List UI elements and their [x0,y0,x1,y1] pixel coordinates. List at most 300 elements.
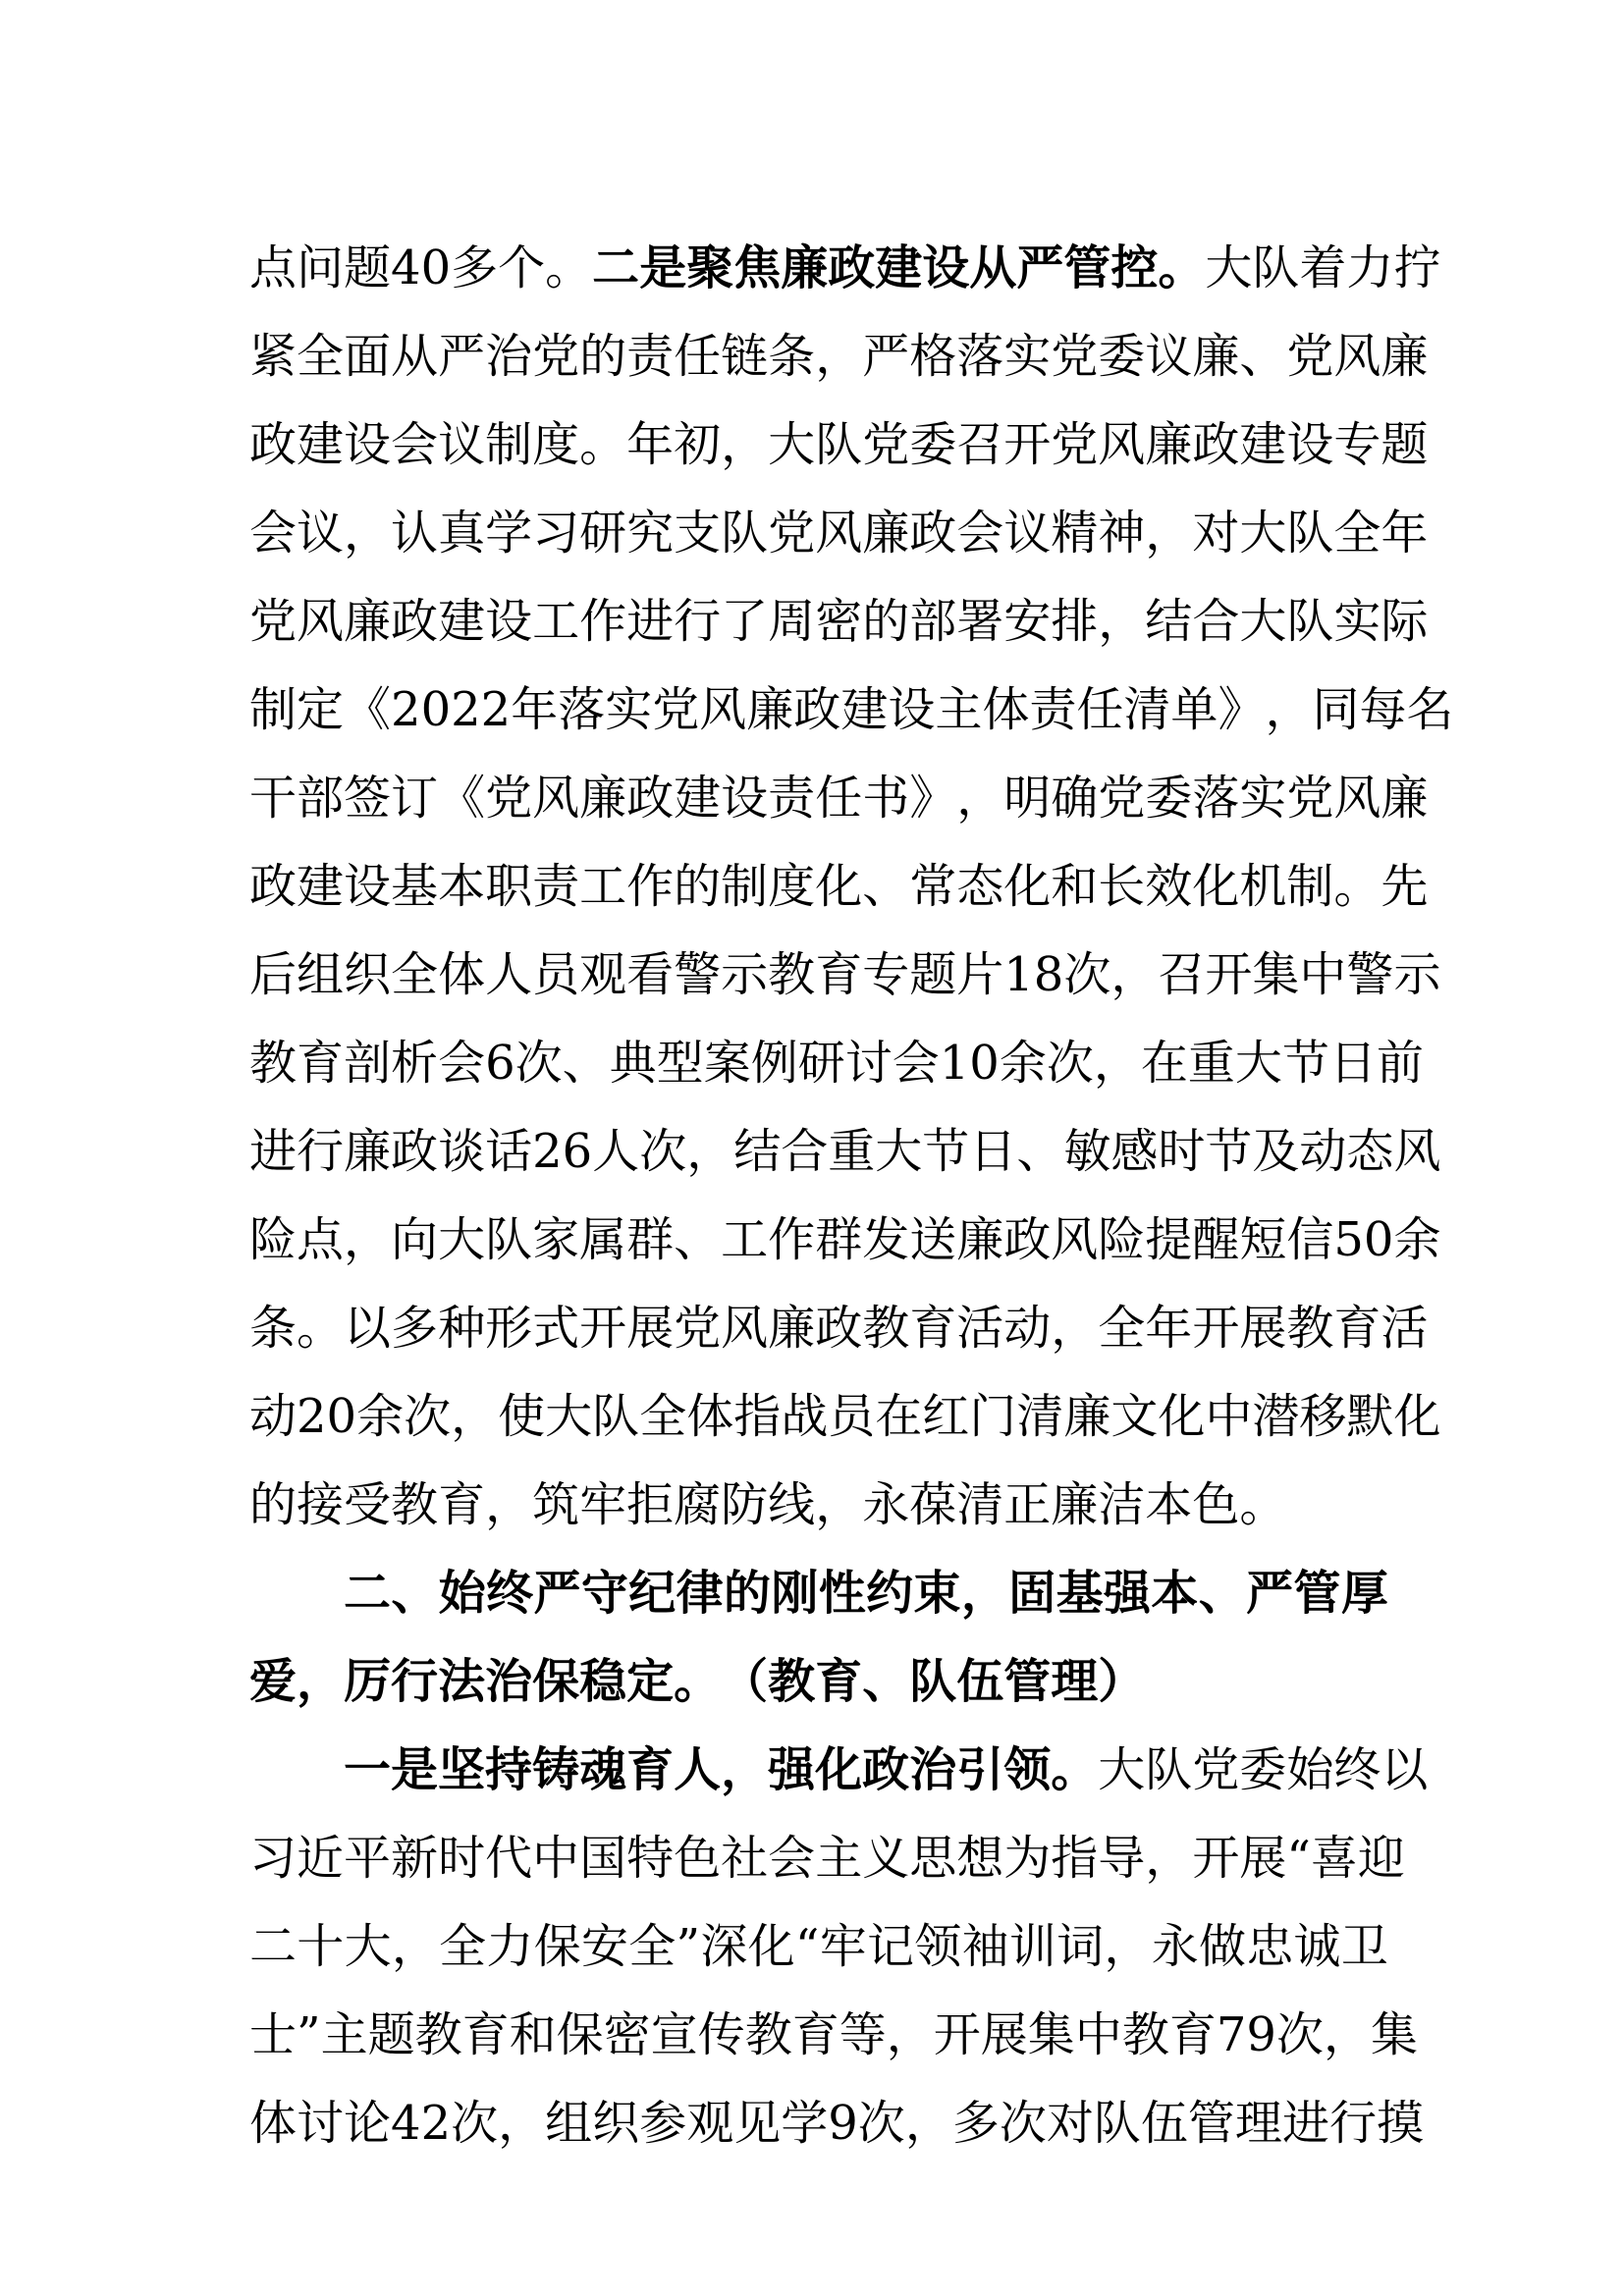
text-run: 紧 [249,329,298,384]
bold-text-run: 控 [1110,240,1159,295]
text-run: 重 [828,1124,876,1179]
text-run: 送 [909,1212,957,1267]
text-run: 实 [1333,594,1381,649]
text-run: 教 [862,1301,910,1356]
text-run: ， [498,2096,546,2151]
text-run: 会 [438,1036,486,1091]
text-run: 卫 [1340,1919,1388,1974]
text-run: 会 [768,1831,816,1886]
text-run: 体 [249,2096,298,2151]
text-run: 、 [1016,1124,1064,1179]
text-line [249,1814,1405,1902]
text-run: 门 [969,1389,1017,1444]
text-run: 及 [1252,1124,1300,1179]
text-run: 风 [1098,417,1146,472]
text-run: 设 [888,682,936,737]
text-run: 新 [391,1831,439,1886]
text-line [249,931,1441,1019]
text-run: 《 [344,682,392,737]
bold-text-run: 。 [674,1654,722,1709]
text-run: 平 [344,1831,392,1886]
text-run: 廉 [768,1301,816,1356]
text-run: 保 [533,1919,581,1974]
text-run: ， [344,506,392,561]
text-run: 忠 [1246,1919,1294,1974]
text-run: 十 [297,1919,345,1974]
text-run: 合 [781,1124,829,1179]
text-run: 喜 [1310,1831,1358,1886]
text-run: 日 [1328,1036,1377,1091]
text-run: 话 [485,1124,533,1179]
text-run: 开 [1205,947,1253,1002]
text-line [249,489,1429,577]
text-run: 讨 [844,1036,893,1091]
text-run: 条 [768,329,816,384]
text-run: 结 [1145,594,1193,649]
text-run: 建 [297,417,345,472]
text-run: 年 [511,682,559,737]
text-run: 大 [768,417,816,472]
text-run: 筑 [532,1477,580,1532]
text-run: 召 [956,417,1004,472]
text-run: 政 [626,771,675,826]
text-run: 展 [626,1301,675,1356]
bold-text-run: 守 [580,1566,628,1621]
text-run: 始 [1286,1742,1334,1797]
text-run: 合 [1192,594,1240,649]
text-run: 主 [935,682,983,737]
text-run: 敏 [1063,1124,1111,1179]
text-run: ， [1145,506,1193,561]
text-run: 导 [1098,1831,1146,1886]
text-run: 指 [1051,1831,1099,1886]
text-run: 牢 [819,1919,867,1974]
text-run: 议 [1003,506,1052,561]
text-run: 18 [1003,947,1064,1002]
text-run: 廉 [746,682,794,737]
text-run: ， [686,1124,734,1179]
text-run: 个 [498,240,546,295]
bold-text-run: 队 [909,1654,957,1709]
text-run: 队 [1093,2096,1141,2151]
text-run: 队 [592,1389,640,1444]
text-line [249,312,1429,400]
text-run: 见 [733,2096,782,2151]
bold-text-run: 从 [969,240,1017,295]
text-run: 设 [721,771,769,826]
text-run: 开 [1192,1831,1240,1886]
text-run: 片 [956,947,1004,1002]
text-run: 政 [909,506,957,561]
bold-text-run: 法 [438,1654,486,1709]
bold-text-run: 伍 [956,1654,1004,1709]
text-run: 受 [344,1477,392,1532]
text-run: 党 [1192,1742,1240,1797]
text-run: 学 [781,2096,829,2151]
text-run: 设 [344,417,392,472]
text-run: ， [956,771,1004,826]
text-run: 召 [1158,947,1206,1002]
text-run: 支 [674,506,722,561]
text-run: 化 [815,859,863,914]
text-run: 落 [558,682,606,737]
text-run: 制 [485,417,533,472]
text-run: 40 [391,240,452,295]
text-run: 题 [367,2007,415,2062]
text-run: 展 [1239,1301,1287,1356]
text-run: 署 [956,594,1004,649]
text-run: 多 [391,1301,439,1356]
text-run: 潜 [1252,1389,1300,1444]
text-run: 议 [297,506,345,561]
bold-text-run: 性 [818,1566,866,1621]
text-run: 态 [1346,1124,1394,1179]
text-run: ， [391,1919,439,1974]
text-run: 廉 [862,506,910,561]
text-run: 议 [438,417,486,472]
text-run: 育 [297,1036,345,1091]
text-line [249,1991,1418,2079]
text-run: 50 [1333,1212,1394,1267]
text-run: 6 [485,1036,515,1091]
text-run: 风 [815,506,863,561]
text-run: 式 [532,1301,580,1356]
text-run: 党 [1051,329,1099,384]
text-run: 政 [793,682,841,737]
bold-text-run: 始 [438,1566,486,1621]
text-run: 织 [592,2096,640,2151]
text-run: 拒 [626,1477,675,1532]
bold-text-run: 纪 [628,1566,677,1621]
text-run: 传 [697,2007,745,2062]
text-run: 党 [652,682,700,737]
text-run: 移 [1299,1389,1347,1444]
text-run: 义 [862,1831,910,1886]
bold-text-run: 政 [828,240,876,295]
text-run: 廉 [956,1212,1004,1267]
text-run: 密 [603,2007,651,2062]
text-run: ， [904,2096,952,2151]
text-run: 的 [249,1477,298,1532]
text-run: 动 [1299,1124,1347,1179]
bold-text-run: （ [721,1654,769,1709]
text-run: 士 [249,2007,298,2062]
text-line [249,577,1429,666]
text-run: 全 [1333,506,1381,561]
text-run: 党 [1051,417,1099,472]
text-run: 向 [391,1212,439,1267]
text-run: 袖 [961,1919,1009,1974]
text-run: 大 [344,1919,392,1974]
text-run: 险 [249,1212,298,1267]
text-run: 多 [951,2096,1000,2151]
text-run: 员 [532,947,580,1002]
text-run: 政 [1003,1212,1052,1267]
text-run: 育 [438,1477,486,1532]
text-run: 严 [862,329,910,384]
text-run: 风 [721,1301,769,1356]
text-run: 多 [451,240,499,295]
text-run: 廉 [1380,329,1429,384]
text-run: 。 [579,417,627,472]
text-run: 初 [674,417,722,472]
text-run: 家 [532,1212,580,1267]
text-run: 。 [1333,859,1381,914]
text-run: 格 [909,329,957,384]
text-run: 发 [862,1212,910,1267]
text-run: 队 [815,417,863,472]
body-paragraph [249,224,1454,1549]
text-run: 作 [626,859,675,914]
bold-text-run: 持 [485,1742,533,1797]
text-run: 部 [297,771,345,826]
text-run: 》 [1218,682,1266,737]
text-run: 析 [391,1036,439,1091]
text-run: 织 [344,947,392,1002]
text-line [249,842,1429,931]
bold-text-run: 铸 [532,1742,580,1797]
text-line [249,1637,1388,1726]
text-run: 主 [815,1831,863,1886]
text-run: 廉 [344,1124,392,1179]
text-run: 链 [721,329,769,384]
text-run: 作 [768,1212,816,1267]
text-run: 建 [674,771,722,826]
text-run: ” [676,1919,701,1974]
text-run: 明 [1003,771,1052,826]
text-run: 研 [579,506,627,561]
bold-text-run: 的 [724,1566,772,1621]
text-run: 队 [1145,1742,1193,1797]
text-run: 化 [1003,859,1052,914]
text-run: 永 [1151,1919,1199,1974]
bold-text-run: 领 [1003,1742,1052,1797]
text-run: 《 [438,771,486,826]
text-run: 教 [249,1036,298,1091]
text-run: 政 [391,1124,439,1179]
text-run: 会 [892,1036,940,1091]
text-run: 党 [1286,771,1334,826]
text-run: 次 [857,2096,905,2151]
text-run: 在 [1140,1036,1188,1091]
text-run: 教 [1286,1301,1334,1356]
text-run: 了 [721,594,769,649]
bold-text-run: 固 [1008,1566,1056,1621]
text-run: 安 [580,1919,628,1974]
text-run: 建 [840,682,889,737]
text-run: 2022 [391,682,512,737]
text-run: 理 [1234,2096,1282,2151]
text-run: 短 [1239,1212,1287,1267]
text-run: 对 [1192,506,1240,561]
text-run: 育 [815,947,863,1002]
text-run: 队 [1286,506,1334,561]
text-run: 行 [1328,2096,1377,2151]
bold-text-run: 是 [391,1742,439,1797]
text-run: 部 [909,594,957,649]
text-run: 次 [1046,1036,1094,1091]
text-run: 责 [768,771,816,826]
body-paragraph [249,1726,1429,2167]
text-run: 名 [1406,682,1454,737]
text-line [249,1284,1429,1372]
bold-text-run: 约 [866,1566,914,1621]
text-run: 进 [626,594,675,649]
text-run: 每 [1359,682,1407,737]
text-run: 本 [1145,1477,1193,1532]
text-run: 排 [1051,594,1099,649]
text-run: 动 [1003,1301,1052,1356]
text-run: 深 [700,1919,748,1974]
text-run: 全 [628,1919,677,1974]
bold-text-run: 治 [485,1654,533,1709]
text-run: 拧 [1393,240,1441,295]
bold-text-run: 二 [344,1566,392,1621]
text-run: 余 [1393,1212,1441,1267]
text-run: 开 [933,2007,981,2062]
text-run: 中 [1299,947,1347,1002]
text-run: 书 [862,771,910,826]
text-run: 型 [656,1036,704,1091]
text-run: 会 [391,417,439,472]
text-run: 际 [1380,594,1429,649]
bold-text-run: 保 [532,1654,580,1709]
text-run: 大 [438,1212,486,1267]
text-run: ” [297,2007,321,2062]
text-run: 训 [1008,1919,1056,1974]
bold-text-run: 设 [922,240,970,295]
text-run: 廉 [1063,1389,1111,1444]
text-run: 群 [815,1212,863,1267]
text-run: 工 [579,859,627,914]
text-run: 线 [768,1477,816,1532]
text-run: 时 [438,1831,486,1886]
text-run: 风 [1393,1124,1441,1179]
text-run: 宣 [650,2007,698,2062]
text-run: 参 [639,2096,687,2151]
text-run: 社 [721,1831,769,1886]
text-run: 育 [909,1301,957,1356]
text-run: 安 [1003,594,1052,649]
bold-text-run: 化 [815,1742,863,1797]
text-run: ， [1093,1036,1141,1091]
text-run: 种 [438,1301,486,1356]
text-run: 专 [862,947,910,1002]
text-run: 典 [609,1036,657,1091]
text-run: 态 [956,859,1004,914]
text-run: 伍 [1140,2096,1188,2151]
document-page [249,224,1454,2167]
text-run: 廉 [1145,417,1193,472]
text-run: 日 [969,1124,1017,1179]
text-run: 廉 [1051,1477,1099,1532]
text-run: 正 [1003,1477,1052,1532]
text-run: 对 [1046,2096,1094,2151]
text-run: 党 [674,1301,722,1356]
text-run: 中 [1074,2007,1122,2062]
text-run: 属 [579,1212,627,1267]
text-run: 讨 [297,2096,345,2151]
text-run: 、 [562,1036,610,1091]
text-run: 活 [956,1301,1004,1356]
bold-text-run: 一 [344,1742,392,1797]
bold-text-run: 爱 [249,1654,298,1709]
text-run: 指 [733,1389,782,1444]
text-run: 体 [982,682,1030,737]
bold-text-run: 强 [768,1742,816,1797]
text-run: 以 [1380,1742,1429,1797]
text-run: 醒 [1192,1212,1240,1267]
text-run: 党 [485,771,533,826]
text-line [249,1726,1429,1814]
text-run: 实 [1003,329,1052,384]
bold-text-run: 定 [626,1654,675,1709]
text-run: 委 [1098,329,1146,384]
text-run: “ [1286,1831,1311,1886]
text-run: ， [451,1389,499,1444]
text-run: 摸 [1376,2096,1424,2151]
text-run: 大 [1239,594,1287,649]
text-run: 永 [862,1477,910,1532]
text-run: 特 [626,1831,675,1886]
text-run: 默 [1346,1389,1394,1444]
text-run: 实 [605,682,653,737]
text-run: 机 [1239,859,1287,914]
text-run: 大 [1239,506,1287,561]
text-run: 会 [956,506,1004,561]
text-run: 党 [249,594,298,649]
text-run: 政 [1192,417,1240,472]
text-run: 习 [249,1831,298,1886]
text-run: 工 [532,594,580,649]
text-run: 年 [1380,506,1429,561]
text-run: 教 [1121,2007,1169,2062]
text-line [249,2079,1424,2167]
text-run: 点 [249,240,298,295]
text-run: 色 [1192,1477,1240,1532]
bold-text-run: 。 [1051,1742,1099,1797]
text-run: 年 [1145,1301,1193,1356]
text-run: 余 [356,1389,405,1444]
text-run: 和 [509,2007,557,2062]
text-run: 问 [297,240,345,295]
text-run: 重 [1187,1036,1235,1091]
bold-text-run: 育 [626,1742,675,1797]
bold-text-run: 政 [862,1742,910,1797]
text-run: 年 [626,417,675,472]
text-run: 风 [1051,1212,1099,1267]
text-run: 大 [1098,1742,1146,1797]
text-line [249,1019,1424,1107]
text-run: 度 [768,859,816,914]
text-run: 真 [438,506,486,561]
text-run: 开 [579,1301,627,1356]
bold-text-run: 、 [391,1566,439,1621]
bold-text-run: 聚 [686,240,734,295]
bold-text-run: 律 [676,1566,724,1621]
text-run: 教 [744,2007,792,2062]
text-run: ， [1051,1301,1099,1356]
text-run: 党 [1286,329,1334,384]
text-run: 、 [862,859,910,914]
text-run: 题 [909,947,957,1002]
text-run: 会 [249,506,298,561]
bold-text-run: 终 [486,1566,534,1621]
text-run: 究 [626,506,675,561]
text-run: 全 [439,1919,487,1974]
text-run: 终 [1333,1742,1381,1797]
text-run: 结 [733,1124,782,1179]
